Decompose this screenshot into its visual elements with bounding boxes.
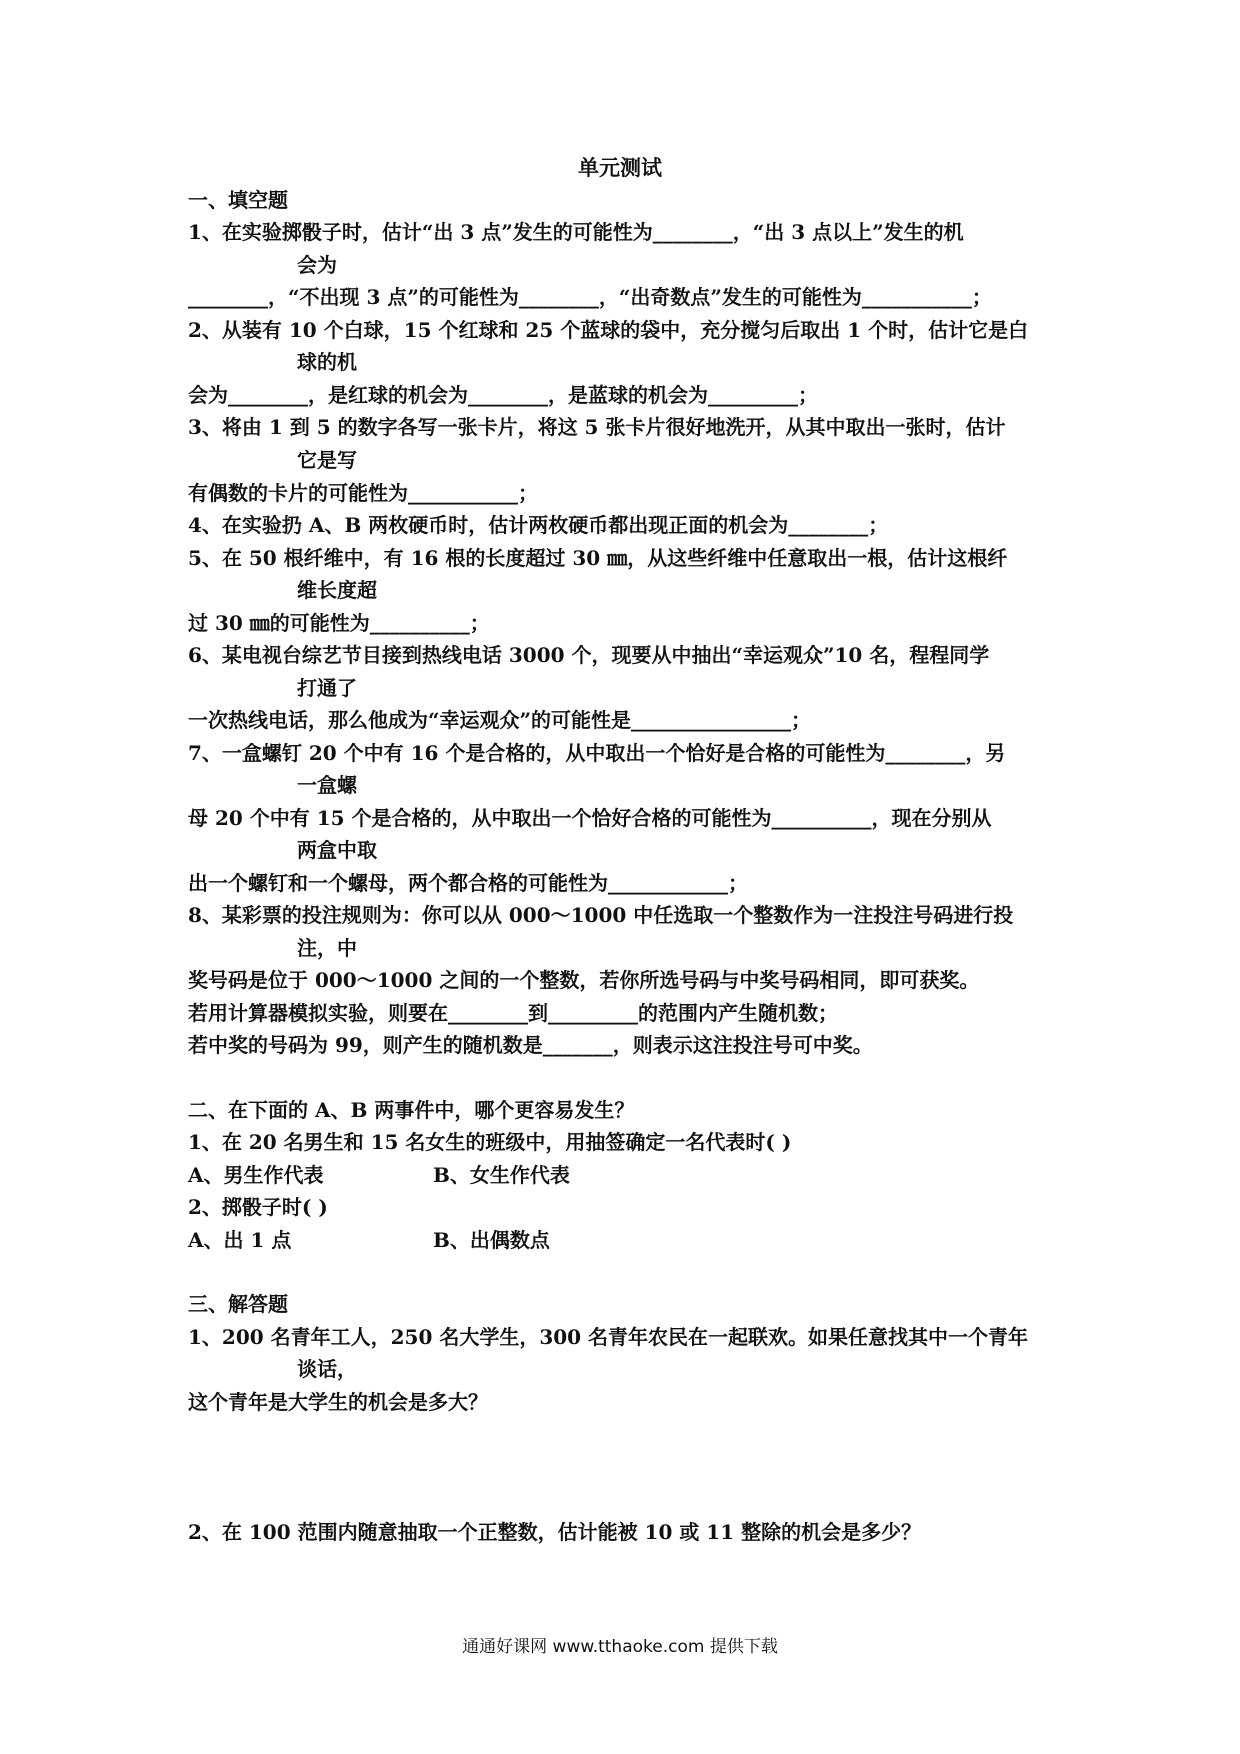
q7-line3: 母 20 个中有 15 个是合格的，从中取出一个恰好合格的可能性为__________，现在分别从 xyxy=(188,806,992,830)
q8-line1: 8、某彩票的投注规则为：你可以从 000～1000 中任选取一个整数作为一注投注号码进行投 xyxy=(188,903,1014,927)
page-footer: 通通好课网 www.tthaoke.com 提供下载 xyxy=(462,1637,778,1657)
page-title: 单元测试 xyxy=(578,155,662,180)
section-heading-answer: 三、解答题 xyxy=(188,1292,288,1316)
s2-q2-stem: 2、掷骰子时( ) xyxy=(188,1195,328,1219)
q3-line2: 它是写 xyxy=(297,448,357,472)
s2-q1-option-a: A、男生作代表 xyxy=(188,1163,324,1187)
q7-line1: 7、一盒螺钉 20 个中有 16 个是合格的，从中取出一个恰好是合格的可能性为________，另 xyxy=(188,741,1006,765)
s2-q2-option-b: B、出偶数点 xyxy=(433,1228,550,1252)
q7-line4: 两盒中取 xyxy=(297,838,377,862)
q5-line1: 5、在 50 根纤维中，有 16 根的长度超过 30 ㎜，从这些纤维中任意取出一根，估计这根纤 xyxy=(188,546,1008,570)
s3-q1-line1: 1、200 名青年工人，250 名大学生，300 名青年农民在一起联欢。如果任意找其中一个青年 xyxy=(188,1325,1029,1349)
q4-line1: 4、在实验扔 A、B 两枚硬币时，估计两枚硬币都出现正面的机会为________； xyxy=(188,513,889,537)
q1-line2: 会为 xyxy=(297,253,337,277)
q6-line1: 6、某电视台综艺节目接到热线电话 3000 个，现要从中抽出“幸运观众”10 名，程程同学 xyxy=(188,643,990,667)
q8-line4: 若用计算器模拟实验，则要在________到_________的范围内产生随机数； xyxy=(188,1001,838,1025)
q1-line1: 1、在实验掷骰子时，估计“出 3 点”发生的可能性为________，“出 3 点以上”发生的机 xyxy=(188,220,964,244)
q2-line1: 2、从装有 10 个白球，15 个红球和 25 个蓝球的袋中，充分搅匀后取出 1 个时，估计它是白 xyxy=(188,318,1029,342)
section-heading-compare-events: 二、在下面的 A、B 两事件中，哪个更容易发生？ xyxy=(188,1098,635,1122)
q8-line2: 注，中 xyxy=(297,936,357,960)
q3-line1: 3、将由 1 到 5 的数字各写一张卡片，将这 5 张卡片很好地洗开，从其中取出一张时，估计 xyxy=(188,415,1006,439)
q5-line3: 过 30 ㎜的可能性为__________； xyxy=(188,611,490,635)
section-heading-fill-blank: 一、填空题 xyxy=(188,188,288,212)
q6-line3: 一次热线电话，那么他成为“幸运观众”的可能性是________________； xyxy=(188,708,812,732)
s2-q2-option-a: A、出 1 点 xyxy=(188,1228,292,1252)
q8-line3: 奖号码是位于 000～1000 之间的一个整数，若你所选号码与中奖号码相同，即可获奖。 xyxy=(188,968,980,992)
s3-q1-line2: 谈话， xyxy=(297,1357,357,1381)
s2-q1-option-b: B、女生作代表 xyxy=(433,1163,570,1187)
q7-line5: 出一个螺钉和一个螺母，两个都合格的可能性为____________； xyxy=(188,871,748,895)
s3-q2-line1: 2、在 100 范围内随意抽取一个正整数，估计能被 10 或 11 整除的机会是多少？ xyxy=(188,1520,922,1544)
s3-q1-line3: 这个青年是大学生的机会是多大？ xyxy=(188,1390,488,1414)
q2-line2: 球的机 xyxy=(297,350,357,374)
q1-line3: ________，“不出现 3 点”的可能性为________，“出奇数点”发生的可能性为___________； xyxy=(188,285,992,309)
q5-line2: 维长度超 xyxy=(297,578,377,602)
s2-q1-stem: 1、在 20 名男生和 15 名女生的班级中，用抽签确定一名代表时( ) xyxy=(188,1130,792,1154)
q2-line3: 会为________，是红球的机会为________，是蓝球的机会为_________； xyxy=(188,383,818,407)
q7-line2: 一盒螺 xyxy=(297,773,357,797)
q8-line5: 若中奖的号码为 99，则产生的随机数是_______，则表示这注投注号可中奖。 xyxy=(188,1033,873,1057)
q6-line2: 打通了 xyxy=(297,676,357,700)
q3-line3: 有偶数的卡片的可能性为___________； xyxy=(188,481,538,505)
